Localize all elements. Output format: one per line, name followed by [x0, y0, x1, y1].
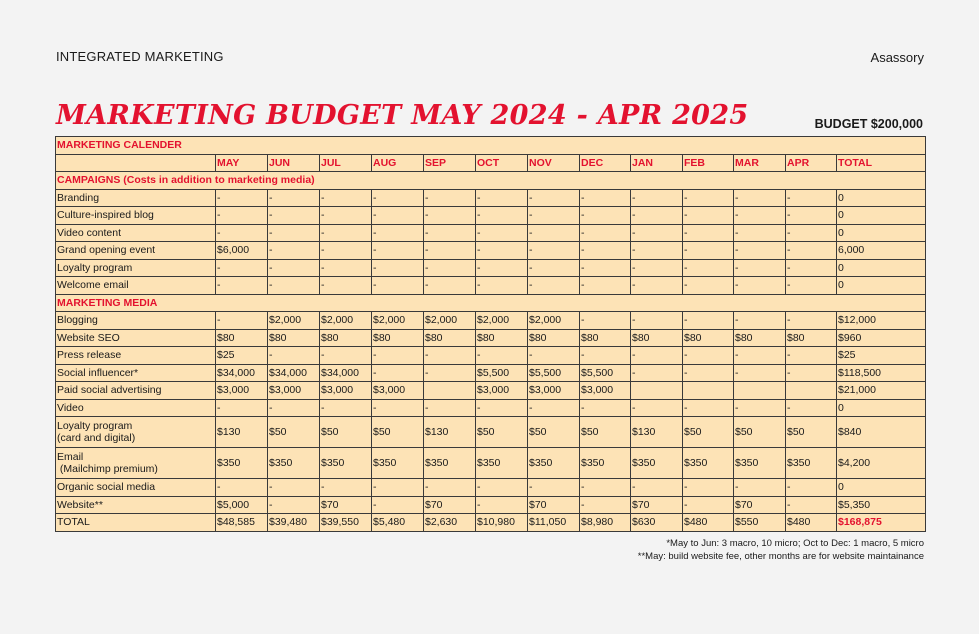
- grand-total: $168,875: [837, 514, 926, 532]
- value-cell: $48,585: [216, 514, 268, 532]
- value-cell: $3,000: [476, 382, 528, 400]
- value-cell: [683, 382, 734, 400]
- section-label: INTEGRATED MARKETING: [56, 49, 224, 64]
- table-row: [56, 496, 926, 514]
- value-cell: $6,000: [216, 242, 268, 260]
- footnotes: [638, 537, 924, 563]
- value-cell: [786, 382, 837, 400]
- value-cell: $50: [320, 417, 372, 448]
- value-cell: -: [734, 224, 786, 242]
- value-cell: -: [734, 242, 786, 260]
- value-cell: -: [268, 347, 320, 365]
- value-cell: $5,500: [580, 364, 631, 382]
- value-cell: $350: [372, 448, 424, 479]
- value-cell: -: [786, 479, 837, 497]
- value-cell: -: [424, 277, 476, 295]
- value-cell: -: [424, 479, 476, 497]
- row-label: Website**: [56, 496, 216, 514]
- value-cell: $130: [216, 417, 268, 448]
- value-cell: -: [424, 364, 476, 382]
- value-cell: $80: [216, 329, 268, 347]
- page-title: MARKETING BUDGET MAY 2024 - APR 2025: [56, 100, 749, 131]
- month-header: JAN: [631, 154, 683, 172]
- month-header: APR: [786, 154, 837, 172]
- value-cell: $350: [268, 448, 320, 479]
- value-cell: $50: [476, 417, 528, 448]
- value-cell: -: [528, 479, 580, 497]
- value-cell: -: [424, 242, 476, 260]
- value-cell: $50: [528, 417, 580, 448]
- value-cell: -: [372, 207, 424, 225]
- value-cell: $960: [837, 329, 926, 347]
- value-cell: -: [528, 189, 580, 207]
- value-cell: -: [631, 259, 683, 277]
- value-cell: $130: [424, 417, 476, 448]
- value-cell: -: [476, 242, 528, 260]
- value-cell: -: [268, 496, 320, 514]
- value-cell: -: [683, 364, 734, 382]
- value-cell: -: [683, 224, 734, 242]
- value-cell: -: [216, 207, 268, 225]
- table-row: [56, 259, 926, 277]
- row-label: Press release: [56, 347, 216, 365]
- row-label: Blogging: [56, 312, 216, 330]
- value-cell: -: [424, 207, 476, 225]
- value-cell: -: [268, 259, 320, 277]
- value-cell: -: [580, 277, 631, 295]
- value-cell: $2,000: [424, 312, 476, 330]
- value-cell: $350: [580, 448, 631, 479]
- value-cell: -: [734, 347, 786, 365]
- value-cell: -: [734, 277, 786, 295]
- value-cell: $80: [424, 329, 476, 347]
- footnote: *May to Jun: 3 macro, 10 micro; Oct to Dec: 1 macro, 5 micro: [666, 538, 924, 549]
- row-label: Grand opening event: [56, 242, 216, 260]
- value-cell: -: [320, 189, 372, 207]
- value-cell: -: [528, 399, 580, 417]
- month-header-row: [56, 154, 926, 172]
- value-cell: -: [580, 207, 631, 225]
- row-label-line: Loyalty program: [57, 420, 133, 432]
- value-cell: 0: [837, 259, 926, 277]
- value-cell: $80: [580, 329, 631, 347]
- value-cell: -: [683, 347, 734, 365]
- value-cell: -: [580, 189, 631, 207]
- value-cell: -: [320, 259, 372, 277]
- value-cell: -: [424, 347, 476, 365]
- value-cell: -: [424, 399, 476, 417]
- value-cell: $5,000: [216, 496, 268, 514]
- value-cell: 0: [837, 479, 926, 497]
- value-cell: -: [734, 399, 786, 417]
- value-cell: -: [683, 207, 734, 225]
- value-cell: -: [580, 496, 631, 514]
- row-label: Organic social media: [56, 479, 216, 497]
- month-header: MAY: [216, 154, 268, 172]
- table-row: [56, 207, 926, 225]
- month-header: SEP: [424, 154, 476, 172]
- month-header: JUL: [320, 154, 372, 172]
- value-cell: $5,500: [528, 364, 580, 382]
- value-cell: -: [268, 224, 320, 242]
- table-row: [56, 242, 926, 260]
- row-label: Video content: [56, 224, 216, 242]
- value-cell: $2,000: [528, 312, 580, 330]
- value-cell: -: [320, 224, 372, 242]
- value-cell: $34,000: [216, 364, 268, 382]
- value-cell: $80: [528, 329, 580, 347]
- value-cell: $350: [734, 448, 786, 479]
- value-cell: -: [631, 242, 683, 260]
- table-row: [56, 312, 926, 330]
- value-cell: -: [631, 224, 683, 242]
- value-cell: $8,980: [580, 514, 631, 532]
- value-cell: $80: [631, 329, 683, 347]
- value-cell: -: [631, 277, 683, 295]
- table-row: [56, 277, 926, 295]
- value-cell: $50: [683, 417, 734, 448]
- value-cell: -: [683, 312, 734, 330]
- value-cell: -: [734, 207, 786, 225]
- value-cell: -: [320, 399, 372, 417]
- value-cell: -: [268, 207, 320, 225]
- value-cell: $2,000: [476, 312, 528, 330]
- value-cell: -: [372, 277, 424, 295]
- value-cell: $70: [734, 496, 786, 514]
- value-cell: $350: [476, 448, 528, 479]
- value-cell: -: [528, 242, 580, 260]
- value-cell: -: [580, 242, 631, 260]
- value-cell: $3,000: [216, 382, 268, 400]
- calendar-header-label: MARKETING CALENDER: [56, 137, 926, 155]
- value-cell: $350: [424, 448, 476, 479]
- table-row: [56, 189, 926, 207]
- value-cell: $10,980: [476, 514, 528, 532]
- value-cell: $5,500: [476, 364, 528, 382]
- value-cell: -: [320, 479, 372, 497]
- value-cell: -: [631, 312, 683, 330]
- value-cell: -: [528, 207, 580, 225]
- value-cell: $480: [683, 514, 734, 532]
- value-cell: $5,350: [837, 496, 926, 514]
- value-cell: $350: [320, 448, 372, 479]
- value-cell: -: [216, 259, 268, 277]
- row-label: Social influencer*: [56, 364, 216, 382]
- value-cell: 0: [837, 207, 926, 225]
- value-cell: -: [631, 479, 683, 497]
- value-cell: -: [216, 224, 268, 242]
- media-section-label: MARKETING MEDIA: [56, 294, 926, 312]
- month-header: AUG: [372, 154, 424, 172]
- value-cell: -: [631, 399, 683, 417]
- value-cell: -: [631, 189, 683, 207]
- value-cell: -: [476, 277, 528, 295]
- row-label-line: (Mailchimp premium): [57, 463, 158, 475]
- value-cell: -: [786, 399, 837, 417]
- value-cell: $550: [734, 514, 786, 532]
- value-cell: $70: [424, 496, 476, 514]
- value-cell: -: [786, 242, 837, 260]
- value-cell: -: [631, 347, 683, 365]
- value-cell: $3,000: [372, 382, 424, 400]
- table-row: [56, 329, 926, 347]
- table-row: [56, 364, 926, 382]
- value-cell: $70: [320, 496, 372, 514]
- value-cell: $5,480: [372, 514, 424, 532]
- month-header: DEC: [580, 154, 631, 172]
- value-cell: $70: [528, 496, 580, 514]
- value-cell: -: [424, 189, 476, 207]
- month-header: MAR: [734, 154, 786, 172]
- value-cell: $39,550: [320, 514, 372, 532]
- value-cell: $50: [580, 417, 631, 448]
- value-cell: -: [683, 496, 734, 514]
- table-row: [56, 224, 926, 242]
- value-cell: $2,000: [268, 312, 320, 330]
- value-cell: -: [476, 189, 528, 207]
- value-cell: -: [683, 242, 734, 260]
- value-cell: -: [786, 224, 837, 242]
- value-cell: -: [683, 259, 734, 277]
- value-cell: -: [734, 479, 786, 497]
- value-cell: $80: [786, 329, 837, 347]
- row-label: Branding: [56, 189, 216, 207]
- value-cell: $630: [631, 514, 683, 532]
- month-header: FEB: [683, 154, 734, 172]
- value-cell: -: [786, 189, 837, 207]
- value-cell: 6,000: [837, 242, 926, 260]
- value-cell: $34,000: [320, 364, 372, 382]
- value-cell: -: [683, 277, 734, 295]
- media-section: [56, 294, 926, 312]
- value-cell: $25: [837, 347, 926, 365]
- table-row: [56, 347, 926, 365]
- value-cell: -: [268, 242, 320, 260]
- table-row: [56, 399, 926, 417]
- value-cell: -: [372, 496, 424, 514]
- value-cell: -: [372, 224, 424, 242]
- value-cell: 0: [837, 224, 926, 242]
- blank-cell: [56, 154, 216, 172]
- value-cell: -: [372, 364, 424, 382]
- value-cell: $11,050: [528, 514, 580, 532]
- row-label-line: Email: [57, 451, 84, 463]
- brand-name: Asassory: [870, 50, 924, 65]
- value-cell: -: [320, 347, 372, 365]
- value-cell: -: [580, 347, 631, 365]
- value-cell: $50: [372, 417, 424, 448]
- total-label: TOTAL: [56, 514, 216, 532]
- value-cell: -: [786, 259, 837, 277]
- value-cell: -: [320, 207, 372, 225]
- value-cell: -: [580, 224, 631, 242]
- value-cell: -: [216, 479, 268, 497]
- value-cell: -: [786, 207, 837, 225]
- value-cell: -: [476, 399, 528, 417]
- row-label: Website SEO: [56, 329, 216, 347]
- value-cell: $350: [683, 448, 734, 479]
- value-cell: $80: [734, 329, 786, 347]
- value-cell: [424, 382, 476, 400]
- value-cell: -: [320, 242, 372, 260]
- value-cell: -: [372, 242, 424, 260]
- table-row: [56, 479, 926, 497]
- month-header: OCT: [476, 154, 528, 172]
- value-cell: -: [528, 277, 580, 295]
- value-cell: -: [476, 207, 528, 225]
- table-row: [56, 417, 926, 448]
- value-cell: $80: [268, 329, 320, 347]
- value-cell: $50: [734, 417, 786, 448]
- campaigns-section-label: CAMPAIGNS (Costs in addition to marketing media): [56, 172, 926, 190]
- month-header: JUN: [268, 154, 320, 172]
- value-cell: $2,630: [424, 514, 476, 532]
- value-cell: $3,000: [268, 382, 320, 400]
- value-cell: $12,000: [837, 312, 926, 330]
- value-cell: $3,000: [580, 382, 631, 400]
- campaigns-section: [56, 172, 926, 190]
- value-cell: -: [683, 479, 734, 497]
- value-cell: -: [476, 224, 528, 242]
- month-header: TOTAL: [837, 154, 926, 172]
- value-cell: -: [631, 207, 683, 225]
- value-cell: -: [216, 312, 268, 330]
- value-cell: -: [268, 399, 320, 417]
- value-cell: $39,480: [268, 514, 320, 532]
- value-cell: -: [786, 312, 837, 330]
- value-cell: $2,000: [320, 312, 372, 330]
- value-cell: 0: [837, 277, 926, 295]
- table-body: [56, 137, 926, 532]
- value-cell: -: [372, 259, 424, 277]
- budget-table: [55, 136, 926, 532]
- value-cell: -: [734, 364, 786, 382]
- value-cell: -: [424, 224, 476, 242]
- value-cell: 0: [837, 189, 926, 207]
- value-cell: -: [424, 259, 476, 277]
- row-label: Welcome email: [56, 277, 216, 295]
- value-cell: $80: [476, 329, 528, 347]
- value-cell: -: [216, 189, 268, 207]
- value-cell: $350: [528, 448, 580, 479]
- value-cell: -: [372, 189, 424, 207]
- value-cell: -: [683, 189, 734, 207]
- footnote: **May: build website fee, other months are for website maintainance: [637, 551, 924, 562]
- value-cell: -: [372, 479, 424, 497]
- value-cell: $50: [268, 417, 320, 448]
- calendar-header: [56, 137, 926, 155]
- value-cell: $3,000: [320, 382, 372, 400]
- value-cell: -: [372, 347, 424, 365]
- value-cell: -: [476, 347, 528, 365]
- value-cell: -: [734, 189, 786, 207]
- value-cell: $2,000: [372, 312, 424, 330]
- value-cell: $70: [631, 496, 683, 514]
- value-cell: $80: [320, 329, 372, 347]
- value-cell: -: [631, 364, 683, 382]
- total-row: [56, 514, 926, 532]
- row-label: Culture-inspired blog: [56, 207, 216, 225]
- value-cell: $480: [786, 514, 837, 532]
- value-cell: -: [216, 399, 268, 417]
- value-cell: -: [268, 277, 320, 295]
- value-cell: -: [786, 347, 837, 365]
- value-cell: -: [786, 496, 837, 514]
- row-label: Loyalty program: [56, 259, 216, 277]
- row-label: [56, 448, 216, 479]
- value-cell: $80: [372, 329, 424, 347]
- row-label: Video: [56, 399, 216, 417]
- value-cell: -: [528, 347, 580, 365]
- value-cell: 0: [837, 399, 926, 417]
- value-cell: [734, 382, 786, 400]
- row-label: [56, 417, 216, 448]
- value-cell: -: [734, 259, 786, 277]
- value-cell: $840: [837, 417, 926, 448]
- value-cell: -: [734, 312, 786, 330]
- value-cell: $21,000: [837, 382, 926, 400]
- value-cell: -: [786, 364, 837, 382]
- value-cell: -: [528, 224, 580, 242]
- month-header: NOV: [528, 154, 580, 172]
- row-label: Paid social advertising: [56, 382, 216, 400]
- value-cell: -: [216, 277, 268, 295]
- value-cell: $3,000: [528, 382, 580, 400]
- value-cell: -: [476, 479, 528, 497]
- value-cell: -: [580, 312, 631, 330]
- value-cell: $50: [786, 417, 837, 448]
- value-cell: $130: [631, 417, 683, 448]
- value-cell: -: [268, 189, 320, 207]
- value-cell: $350: [216, 448, 268, 479]
- value-cell: -: [786, 277, 837, 295]
- value-cell: $34,000: [268, 364, 320, 382]
- value-cell: [631, 382, 683, 400]
- value-cell: -: [476, 259, 528, 277]
- value-cell: -: [476, 496, 528, 514]
- value-cell: -: [528, 259, 580, 277]
- value-cell: $4,200: [837, 448, 926, 479]
- table-row: [56, 382, 926, 400]
- budget-total: BUDGET $200,000: [814, 117, 923, 131]
- value-cell: $118,500: [837, 364, 926, 382]
- value-cell: $350: [786, 448, 837, 479]
- value-cell: -: [372, 399, 424, 417]
- value-cell: $80: [683, 329, 734, 347]
- value-cell: -: [268, 479, 320, 497]
- value-cell: -: [580, 259, 631, 277]
- value-cell: -: [320, 277, 372, 295]
- value-cell: $25: [216, 347, 268, 365]
- value-cell: -: [580, 399, 631, 417]
- row-label-line: (card and digital): [57, 432, 136, 444]
- value-cell: $350: [631, 448, 683, 479]
- value-cell: -: [580, 479, 631, 497]
- table-row: [56, 448, 926, 479]
- value-cell: -: [683, 399, 734, 417]
